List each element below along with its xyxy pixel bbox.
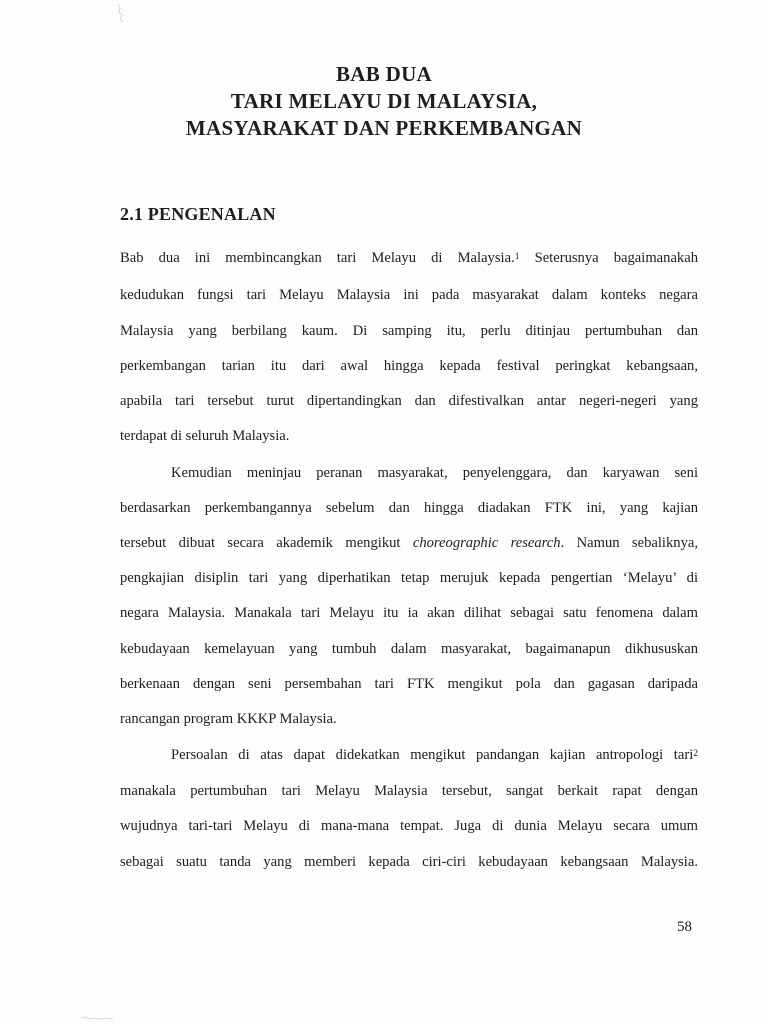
scan-artifact-top <box>116 2 126 24</box>
paragraph-line: manakala pertumbuhan tari Melayu Malaysia tersebut, sangat berkait rapat dengan <box>120 783 698 799</box>
paragraph-line: negara Malaysia. Manakala tari Melayu itu ia akan dilihat sebagai satu fenomena dalam <box>120 605 698 621</box>
paragraph-line: berkenaan dengan seni persembahan tari FTK mengikut pola dan gagasan daripada <box>120 676 698 692</box>
paragraph-line: Persoalan di atas dapat didekatkan mengikut pandangan kajian antropologi tari$^2$ <box>171 747 698 763</box>
footnote-marker: 2 <box>693 749 698 759</box>
chapter-title-line-1: TARI MELAYU DI MALAYSIA, <box>230 89 538 113</box>
italic-term: choreographic research <box>412 535 561 551</box>
paragraph-line: rancangan program KKKP Malaysia. <box>120 711 337 727</box>
paragraph-line: wujudnya tari-tari Melayu di mana-mana tempat. Juga di dunia Melayu secara umum <box>120 818 698 834</box>
paragraph-line: Malaysia yang berbilang kaum. Di samping itu, perlu ditinjau pertumbuhan dan <box>120 323 698 339</box>
paragraph-line: sebagai suatu tanda yang memberi kepada ciri-ciri kebudayaan kebangsaan Malaysia. <box>120 854 698 870</box>
paragraph-line: perkembangan tarian itu dari awal hingga kepada festival peringkat kebangsaan, <box>120 358 698 374</box>
footnote-marker: 1 <box>514 252 520 262</box>
paragraph-line: Kemudian meninjau peranan masyarakat, penyelenggara, dan karyawan seni <box>171 465 698 481</box>
scan-artifact-bottom <box>80 1012 114 1022</box>
page-number: 58 <box>677 919 692 935</box>
paragraph-line: kedudukan fungsi tari Melayu Malaysia ini pada masyarakat dalam konteks negara <box>120 287 698 303</box>
paragraph-line: Bab dua ini membincangkan tari Melayu di Malaysia.$^1$ Seterusnya bagaimanakah <box>120 250 698 266</box>
paragraph-line: terdapat di seluruh Malaysia. <box>120 428 290 444</box>
section-heading: 2.1 PENGENALAN <box>120 204 276 224</box>
paragraph-line: berdasarkan perkembangannya sebelum dan hingga diadakan FTK ini, yang kajian <box>120 500 698 516</box>
paragraph-line: apabila tari tersebut turut dipertandingkan dan difestivalkan antar negeri-negeri yang <box>120 393 698 409</box>
chapter-number: BAB DUA <box>335 62 433 86</box>
paragraph-line: kebudayaan kemelayuan yang tumbuh dalam masyarakat, bagaimanapun dikhususkan <box>120 641 698 657</box>
chapter-title-line-2: MASYARAKAT DAN PERKEMBANGAN <box>185 116 583 140</box>
paragraph-line: tersebut dibuat secara akademik mengikut choreographic research. Namun sebaliknya, <box>120 535 698 551</box>
paragraph-line: pengkajian disiplin tari yang diperhatikan tetap merujuk kepada pengertian ‘Melayu’ di <box>120 570 698 586</box>
